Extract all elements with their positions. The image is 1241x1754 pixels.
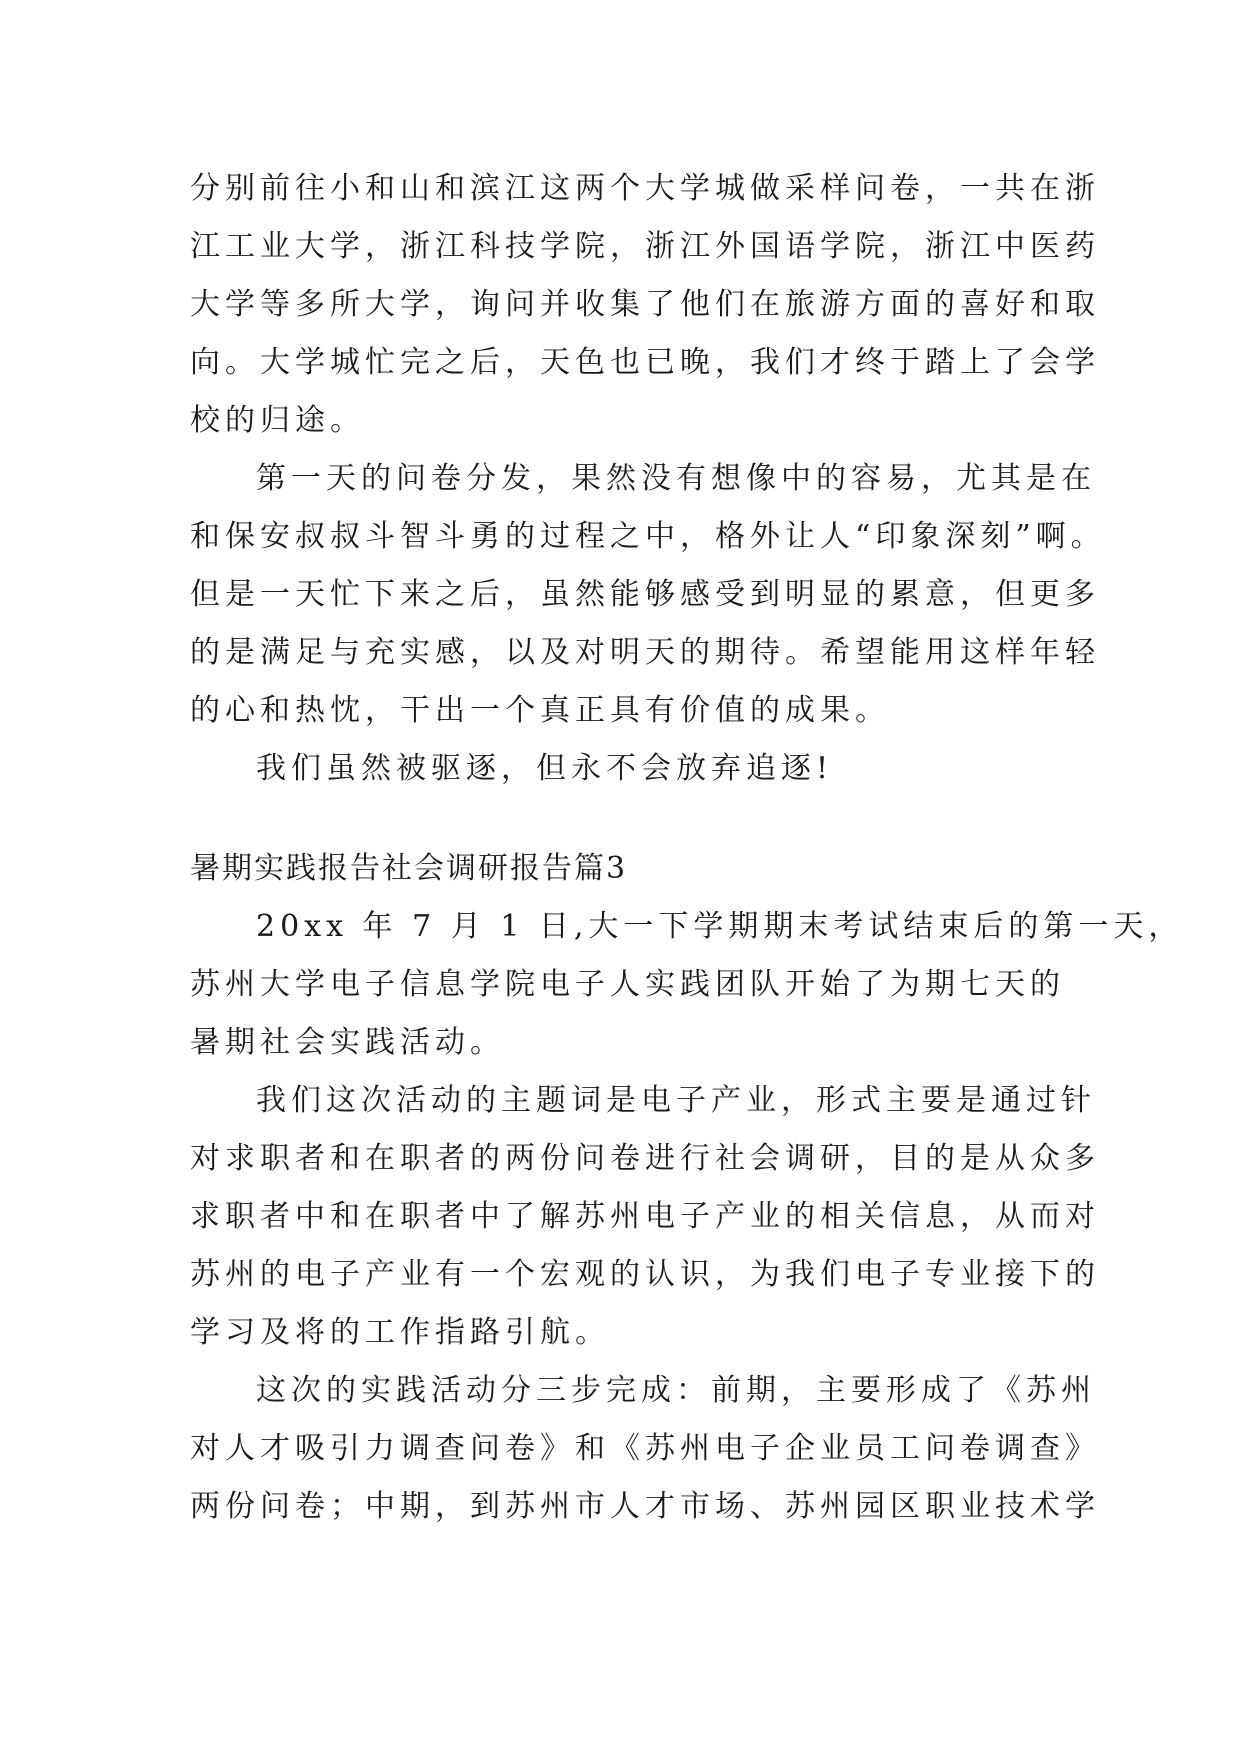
text-line: 两份问卷；中期，到苏州市人才市场、苏州园区职业技术学 <box>190 1489 1100 1524</box>
paragraph <box>190 1362 1100 1536</box>
text-line: 的是满足与充实感，以及对明天的期待。希望能用这样年轻 <box>190 635 1100 670</box>
text-line: 我们这次活动的主题词是电子产业，形式主要是通过针 <box>256 1083 1096 1118</box>
text-line: 这次的实践活动分三步完成：前期，主要形成了《苏州 <box>256 1373 1096 1408</box>
text-line: 的心和热忱，干出一个真正具有价值的成果。 <box>190 693 890 728</box>
text-line: 对人才吸引力调查问卷》和《苏州电子企业员工问卷调查》 <box>190 1431 1100 1466</box>
section-spacer <box>190 798 1050 840</box>
section-heading: 暑期实践报告社会调研报告篇3 <box>190 851 628 886</box>
document-body <box>190 160 1184 1536</box>
paragraph <box>190 1072 1100 1362</box>
text-line: 向。大学城忙完之后，天色也已晚，我们才终于踏上了会学 <box>190 345 1100 380</box>
text-line: 对求职者和在职者的两份问卷进行社会调研，目的是从众多 <box>190 1141 1100 1176</box>
text-line: 和保安叔叔斗智斗勇的过程之中，格外让人“印象深刻”啊。 <box>190 519 1106 554</box>
text-line: 江工业大学，浙江科技学院，浙江外国语学院，浙江中医药 <box>190 229 1100 264</box>
text-line: 分别前往小和山和滨江这两个大学城做采样问卷，一共在浙 <box>190 171 1100 206</box>
text-line: 苏州大学电子信息学院电子人实践团队开始了为期七天的 <box>190 967 1065 1002</box>
text-line: 第一天的问卷分发，果然没有想像中的容易，尤其是在 <box>256 461 1096 496</box>
text-line: 但是一天忙下来之后，虽然能够感受到明显的累意，但更多 <box>190 577 1100 612</box>
text-line: 我们虽然被驱逐，但永不会放弃追逐! <box>256 751 834 786</box>
paragraph <box>190 450 1106 740</box>
text-line: 校的归途。 <box>190 403 365 438</box>
text-line: 学习及将的工作指路引航。 <box>190 1315 610 1350</box>
paragraph <box>190 740 1050 798</box>
paragraph <box>190 898 1184 1072</box>
text-line: 大学等多所大学，询问并收集了他们在旅游方面的喜好和取 <box>190 287 1100 322</box>
text-line: 苏州的电子产业有一个宏观的认识，为我们电子专业接下的 <box>190 1257 1100 1292</box>
text-line: 求职者中和在职者中了解苏州电子产业的相关信息，从而对 <box>190 1199 1100 1234</box>
paragraph <box>190 160 1100 450</box>
text-line: 20xx 年 7 月 1 日,大一下学期期末考试结束后的第一天， <box>256 909 1184 944</box>
text-line: 暑期社会实践活动。 <box>190 1025 505 1060</box>
